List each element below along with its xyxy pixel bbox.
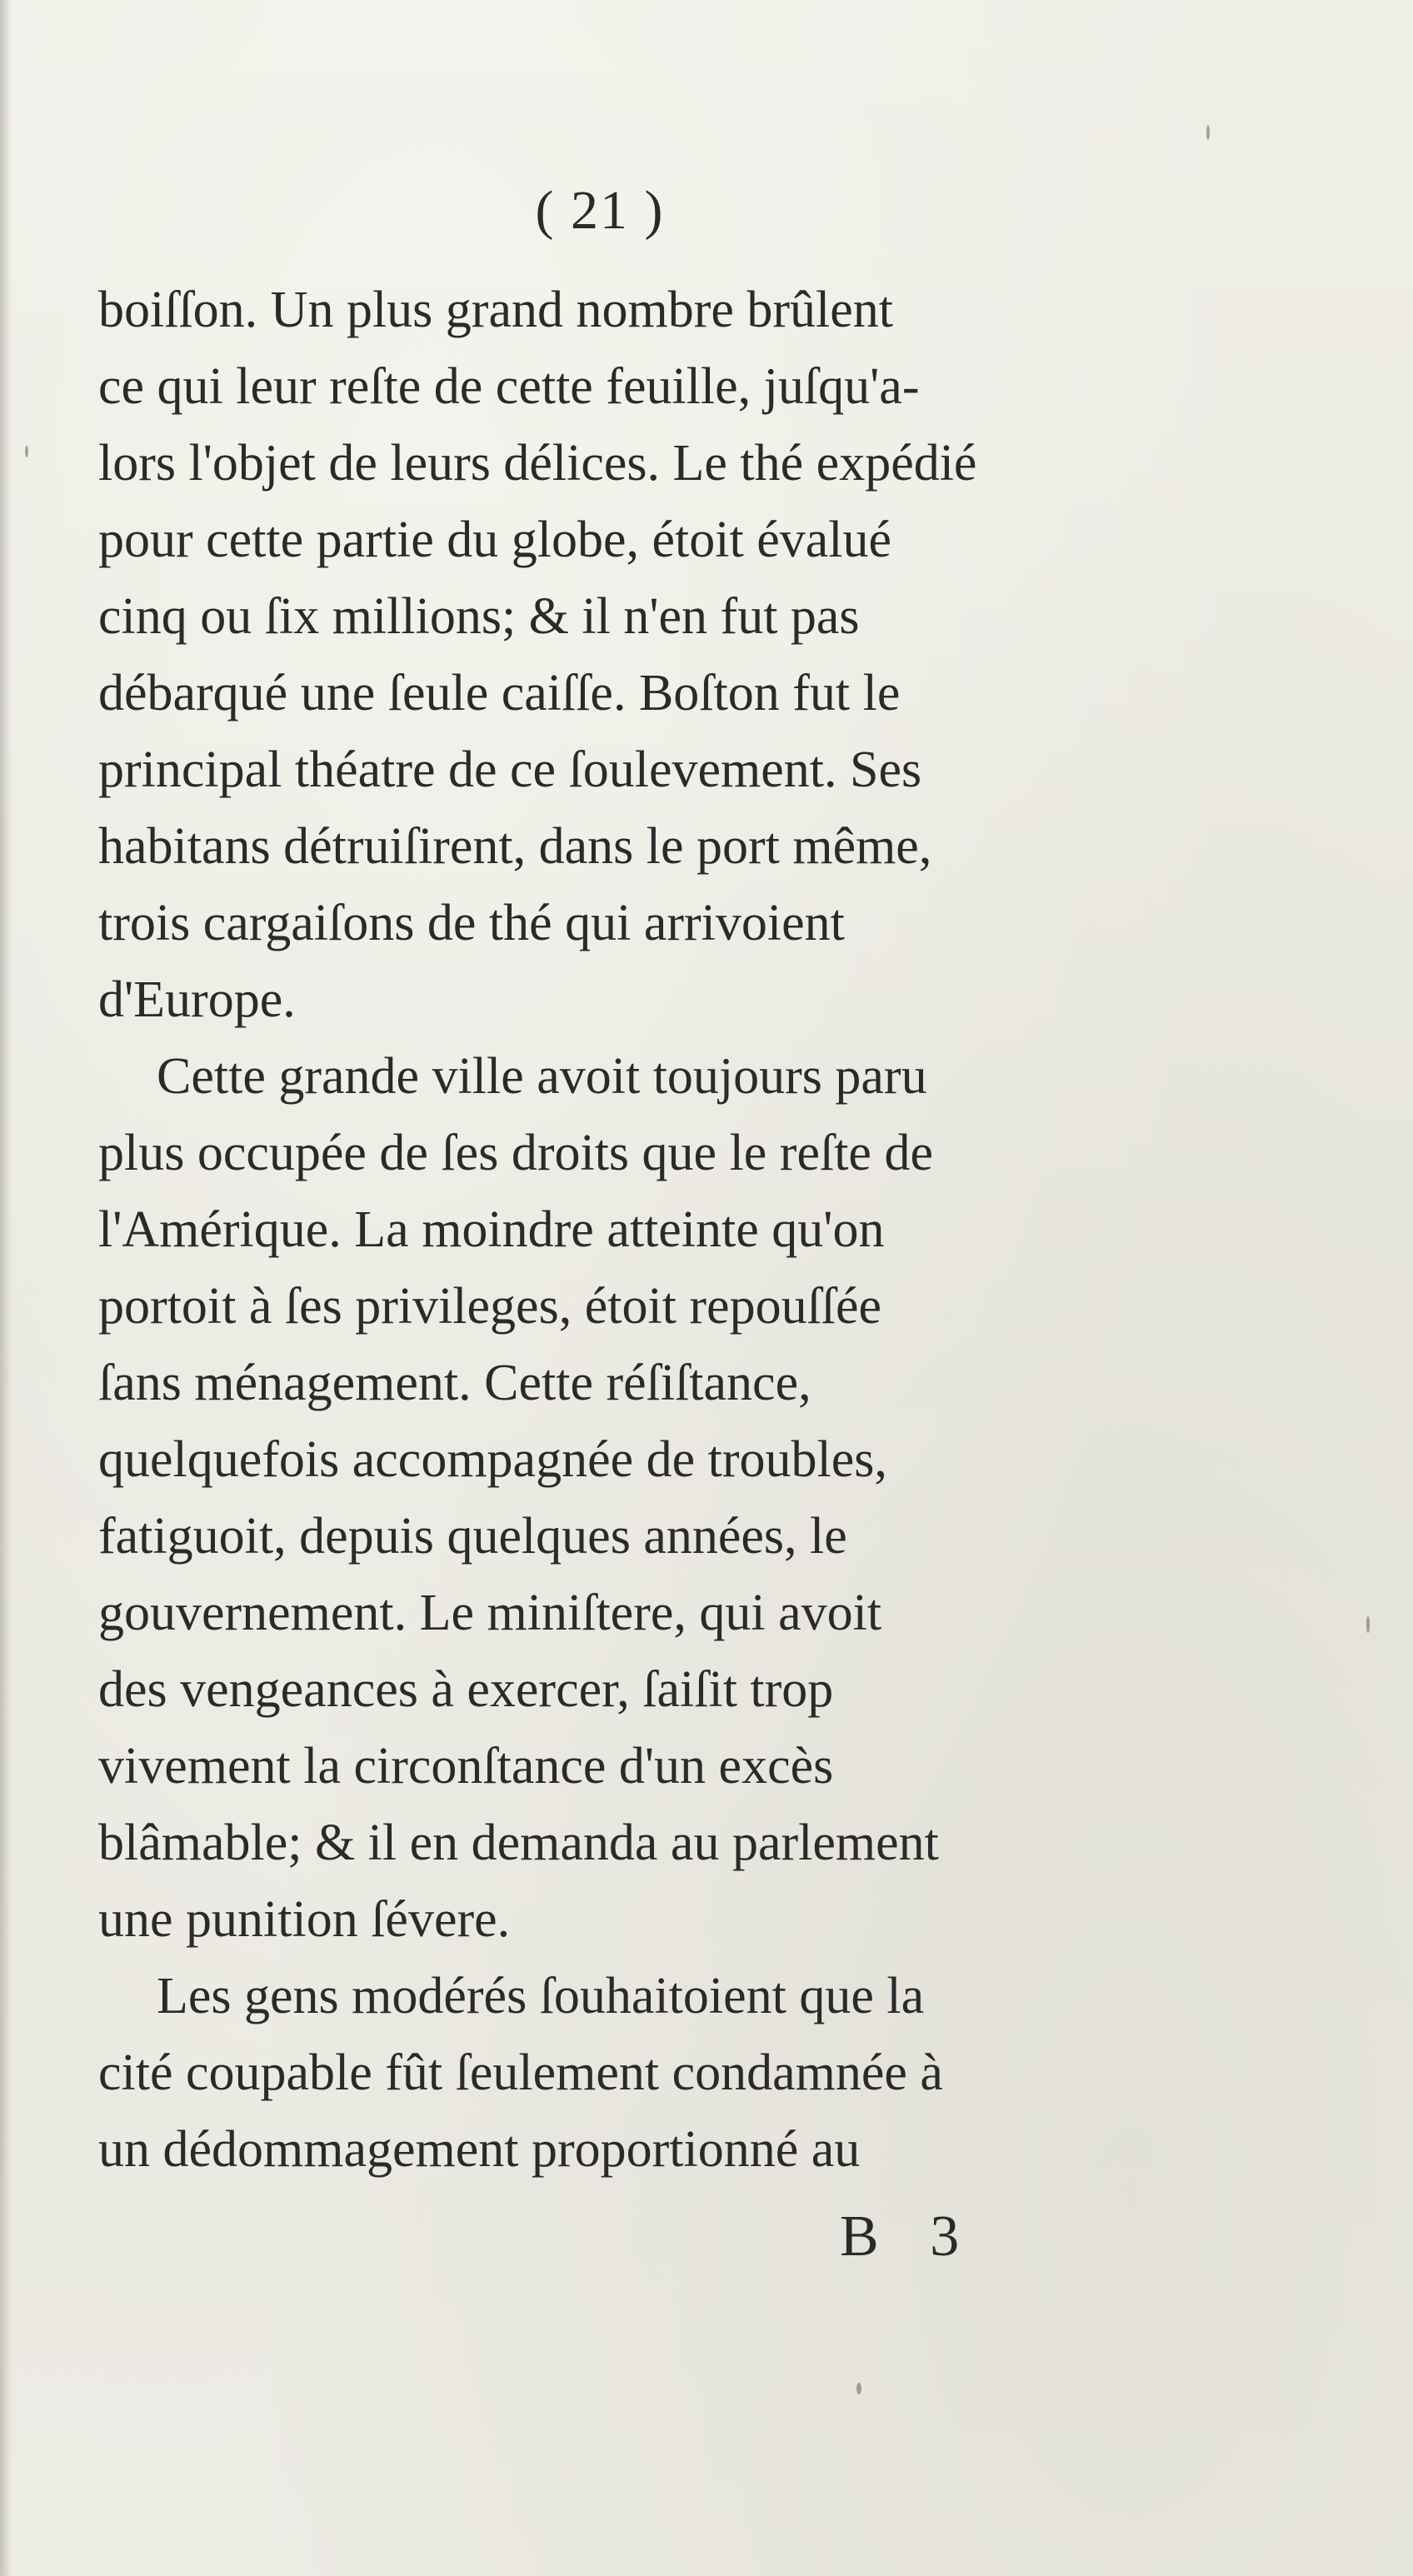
text-line: cité coupable fût ſeulement condamnée à: [98, 2044, 943, 2101]
text-line: ce qui leur reſte de cette feuille, juſqu'a-: [98, 358, 920, 415]
text-line: fatiguoit, depuis quelques années, le: [98, 1508, 847, 1565]
text-line: des vengeances à exercer, ſaiſit trop: [98, 1661, 834, 1718]
paragraph-start-line: Les gens modérés ſouhaitoient que la: [157, 1968, 925, 2024]
paper-speck: [856, 2383, 861, 2394]
text-line: vivement la circonſtance d'un excès: [98, 1738, 834, 1795]
text-line: l'Amérique. La moindre atteinte qu'on: [98, 1201, 885, 1258]
text-line: quelquefois accompagnée de troubles,: [98, 1431, 887, 1488]
paragraph-start-line: Cette grande ville avoit toujours paru: [157, 1048, 927, 1105]
text-line: plus occupée de ſes droits que le reſte de: [98, 1125, 933, 1181]
text-line: gouvernement. Le miniſtere, qui avoit: [98, 1585, 882, 1641]
text-line: lors l'objet de leurs délices. Le thé expédié: [98, 435, 977, 492]
text-line: principal théatre de ce ſoulevement. Ses: [98, 741, 922, 798]
page-number: ( 21 ): [535, 180, 665, 241]
text-line: pour cette partie du globe, étoit évalué: [98, 512, 892, 568]
body-text: [98, 272, 1158, 2188]
paper-speck: [1366, 1616, 1370, 1633]
text-line: portoit à ſes privileges, étoit repouſſée: [98, 1278, 882, 1335]
text-line: débarqué une ſeule caiſſe. Boſton fut le: [98, 665, 901, 721]
text-line: d'Europe.: [98, 971, 296, 1028]
text-line: une punition ſévere.: [98, 1891, 511, 1948]
paper-speck: [25, 446, 28, 457]
text-line: blâmable; & il en demanda au parlement: [98, 1815, 939, 1871]
text-line: cinq ou ſix millions; & il n'en fut pas: [98, 588, 860, 645]
page-edge-shadow: [0, 0, 12, 2576]
signature-mark: B 3: [840, 2204, 978, 2269]
paper-speck: [1206, 125, 1210, 140]
text-line: habitans détruiſirent, dans le port même,: [98, 818, 932, 875]
text-line: un dédommagement proportionné au: [98, 2121, 861, 2178]
text-line: ſans ménagement. Cette réſiſtance,: [98, 1355, 811, 1411]
text-line: trois cargaiſons de thé qui arrivoient: [98, 895, 845, 951]
text-line: boiſſon. Un plus grand nombre brûlent: [98, 282, 893, 338]
